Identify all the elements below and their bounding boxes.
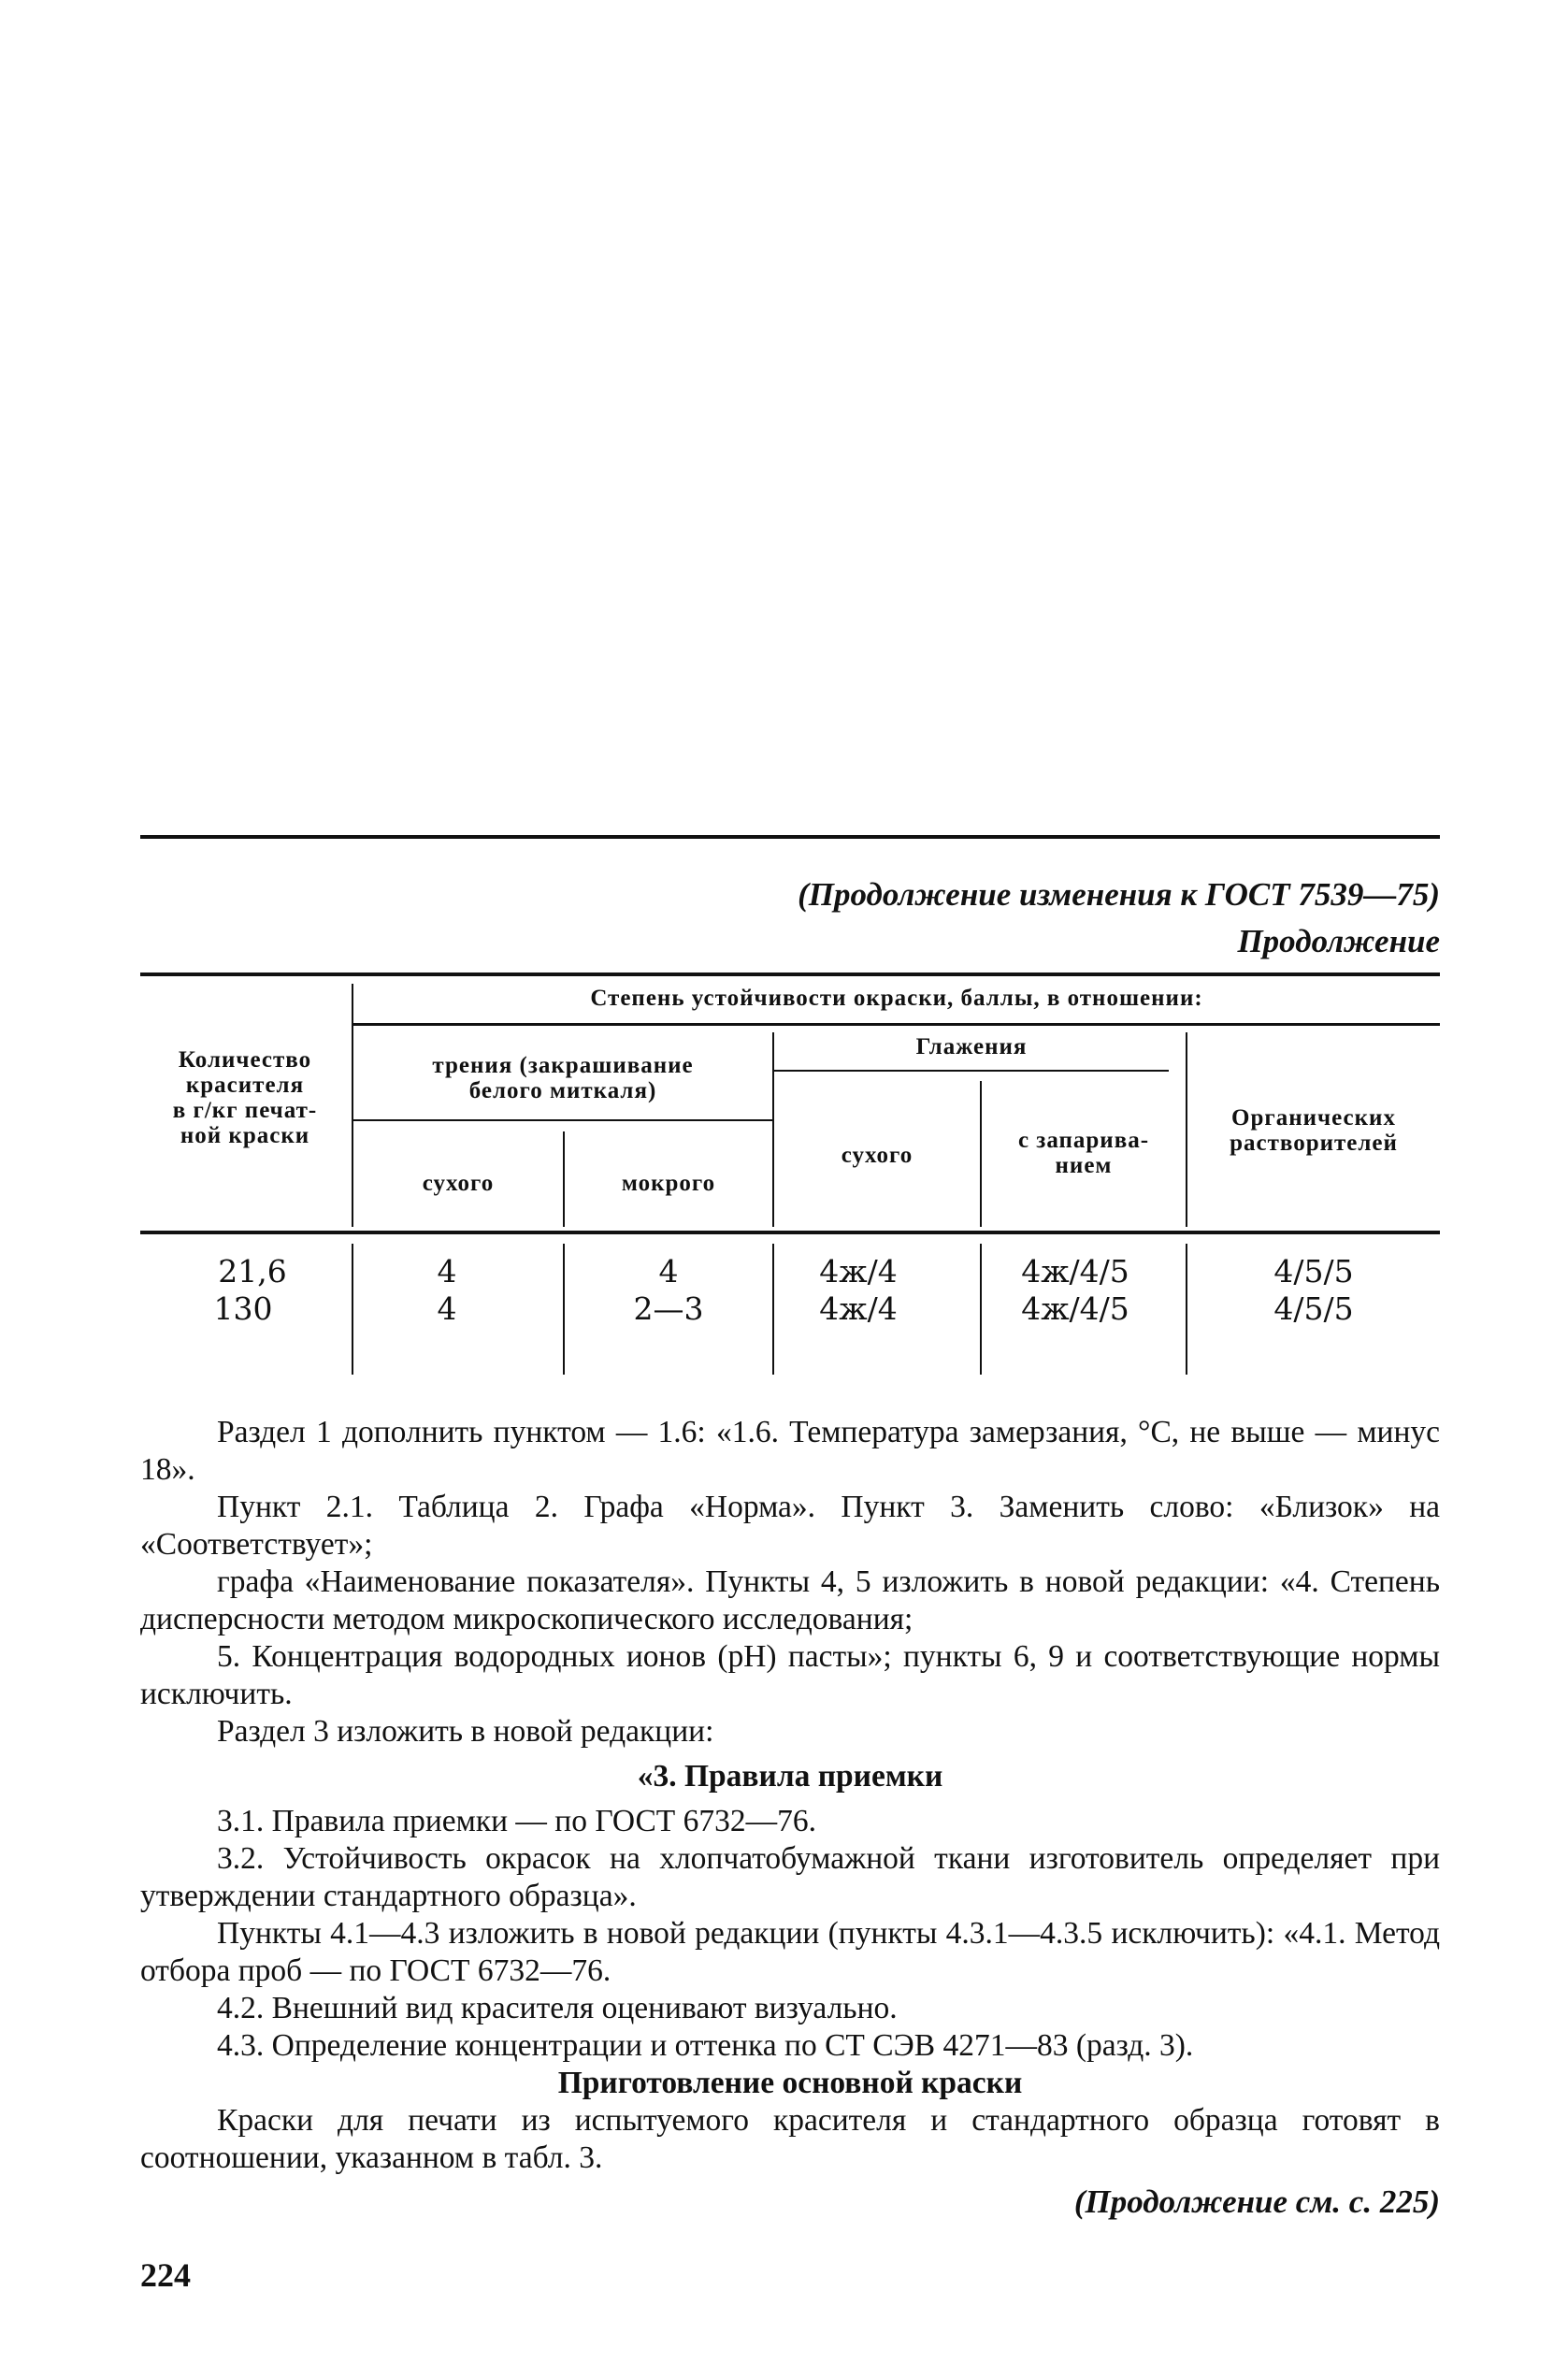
cell-ironing-steam: 4ж/4/5 bbox=[1021, 1253, 1129, 1290]
paragraph: 3.1. Правила приемки — по ГОСТ 6732—76. bbox=[217, 1804, 817, 1838]
paragraph: 5. Концентрация водородных ионов (рН) пасты»; пункты 6, 9 и соответствующие нормы исключить. bbox=[140, 1639, 1440, 1711]
header-fastness-group: Степень устойчивости окраски, баллы, в отношении: bbox=[590, 986, 1203, 1011]
cell-friction-dry: 4 bbox=[437, 1253, 457, 1290]
table-top-rule bbox=[140, 973, 1440, 976]
header-dye-quantity-line: ной краски bbox=[180, 1123, 310, 1148]
cell-organic: 4/5/5 bbox=[1273, 1253, 1354, 1290]
table-vline-2 bbox=[772, 1032, 774, 1227]
paragraph: Краски для печати из испытуемого красителя и стандартного образца готовят в соотношении, указанном в табл. 3. bbox=[140, 2103, 1440, 2175]
cell-quantity: 130 bbox=[213, 1290, 273, 1327]
header-ironing-steam bbox=[982, 1128, 1186, 1178]
paragraph: Пункты 4.1—4.3 изложить в новой редакции (пункты 4.3.1—4.3.5 исключить): «4.1. Метод отбора проб — по ГОСТ 6732—76. bbox=[140, 1916, 1440, 1988]
continued-label: Продолжение bbox=[1237, 923, 1440, 959]
table-row bbox=[140, 1253, 1440, 1290]
header-dye-quantity bbox=[140, 1047, 350, 1148]
paragraph: 3.2. Устойчивость окрасок на хлопчатобумажной ткани изготовитель определяет при утверждении стандартного образца». bbox=[140, 1841, 1440, 1913]
paragraph: Раздел 1 дополнить пунктом — 1.6: «1.6. Температура замерзания, °С, не выше — минус 18». bbox=[140, 1415, 1440, 1487]
page-number: 224 bbox=[140, 2256, 191, 2294]
header-ironing-dry: сухого bbox=[841, 1143, 913, 1168]
table-ironing-rule bbox=[774, 1070, 1169, 1072]
table-row bbox=[140, 1290, 1440, 1328]
header-dye-quantity-line: красителя bbox=[185, 1073, 305, 1098]
header-ironing-steam-line: с запарива- bbox=[1017, 1128, 1150, 1153]
header-ironing: Глажения bbox=[915, 1034, 1028, 1059]
header-ironing-steam-line: нием bbox=[1055, 1153, 1113, 1178]
data-table bbox=[140, 973, 1440, 1375]
table-header-bottom-rule bbox=[140, 1231, 1440, 1234]
cell-ironing-dry: 4ж/4 bbox=[819, 1253, 898, 1290]
cell-organic: 4/5/5 bbox=[1273, 1290, 1354, 1327]
cell-friction-wet: 4 bbox=[658, 1253, 679, 1290]
header-organic-line: растворителей bbox=[1230, 1131, 1398, 1156]
header-organic-solvents bbox=[1187, 1105, 1440, 1156]
paragraph: 4.2. Внешний вид красителя оценивают визуально. bbox=[217, 1991, 898, 2025]
cell-quantity: 21,6 bbox=[218, 1253, 287, 1290]
header-friction-dry: сухого bbox=[422, 1171, 495, 1196]
body-text bbox=[140, 1414, 1440, 2177]
section-heading: Приготовление основной краски bbox=[557, 2066, 1023, 2100]
header-friction-line: белого миткаля) bbox=[468, 1078, 657, 1103]
cell-ironing-steam: 4ж/4/5 bbox=[1021, 1290, 1129, 1327]
continuation-header: (Продолжение изменения к ГОСТ 7539—75) bbox=[798, 876, 1440, 913]
cell-friction-dry: 4 bbox=[437, 1290, 457, 1327]
header-friction-wet: мокрого bbox=[621, 1171, 716, 1196]
header-friction-line: трения (закрашивание bbox=[432, 1053, 694, 1078]
cell-friction-wet: 2—3 bbox=[633, 1290, 704, 1327]
table-group-rule bbox=[352, 1023, 1440, 1026]
table-friction-rule bbox=[352, 1119, 774, 1121]
paragraph: графа «Наименование показателя». Пункты 4, 5 изложить в новой редакции: «4. Степень дисперсности методом микроскопического исследования; bbox=[140, 1564, 1440, 1636]
paragraph: Раздел 3 изложить в новой редакции: bbox=[217, 1714, 714, 1749]
paragraph: Пункт 2.1. Таблица 2. Графа «Норма». Пункт 3. Заменить слово: «Близок» на «Соответствует»; bbox=[140, 1490, 1440, 1562]
paragraph: 4.3. Определение концентрации и оттенка по СТ СЭВ 4271—83 (разд. 3). bbox=[217, 2028, 1194, 2063]
header-organic-line: Органических bbox=[1231, 1105, 1396, 1131]
header-friction bbox=[353, 1053, 772, 1103]
section-heading: «3. Правила приемки bbox=[637, 1759, 943, 1794]
top-rule bbox=[140, 835, 1440, 839]
cell-ironing-dry: 4ж/4 bbox=[819, 1290, 898, 1327]
header-dye-quantity-line: в г/кг печат- bbox=[172, 1098, 318, 1123]
continued-on-footer: (Продолжение см. с. 225) bbox=[1073, 2183, 1440, 2220]
header-dye-quantity-line: Количество bbox=[178, 1047, 312, 1073]
